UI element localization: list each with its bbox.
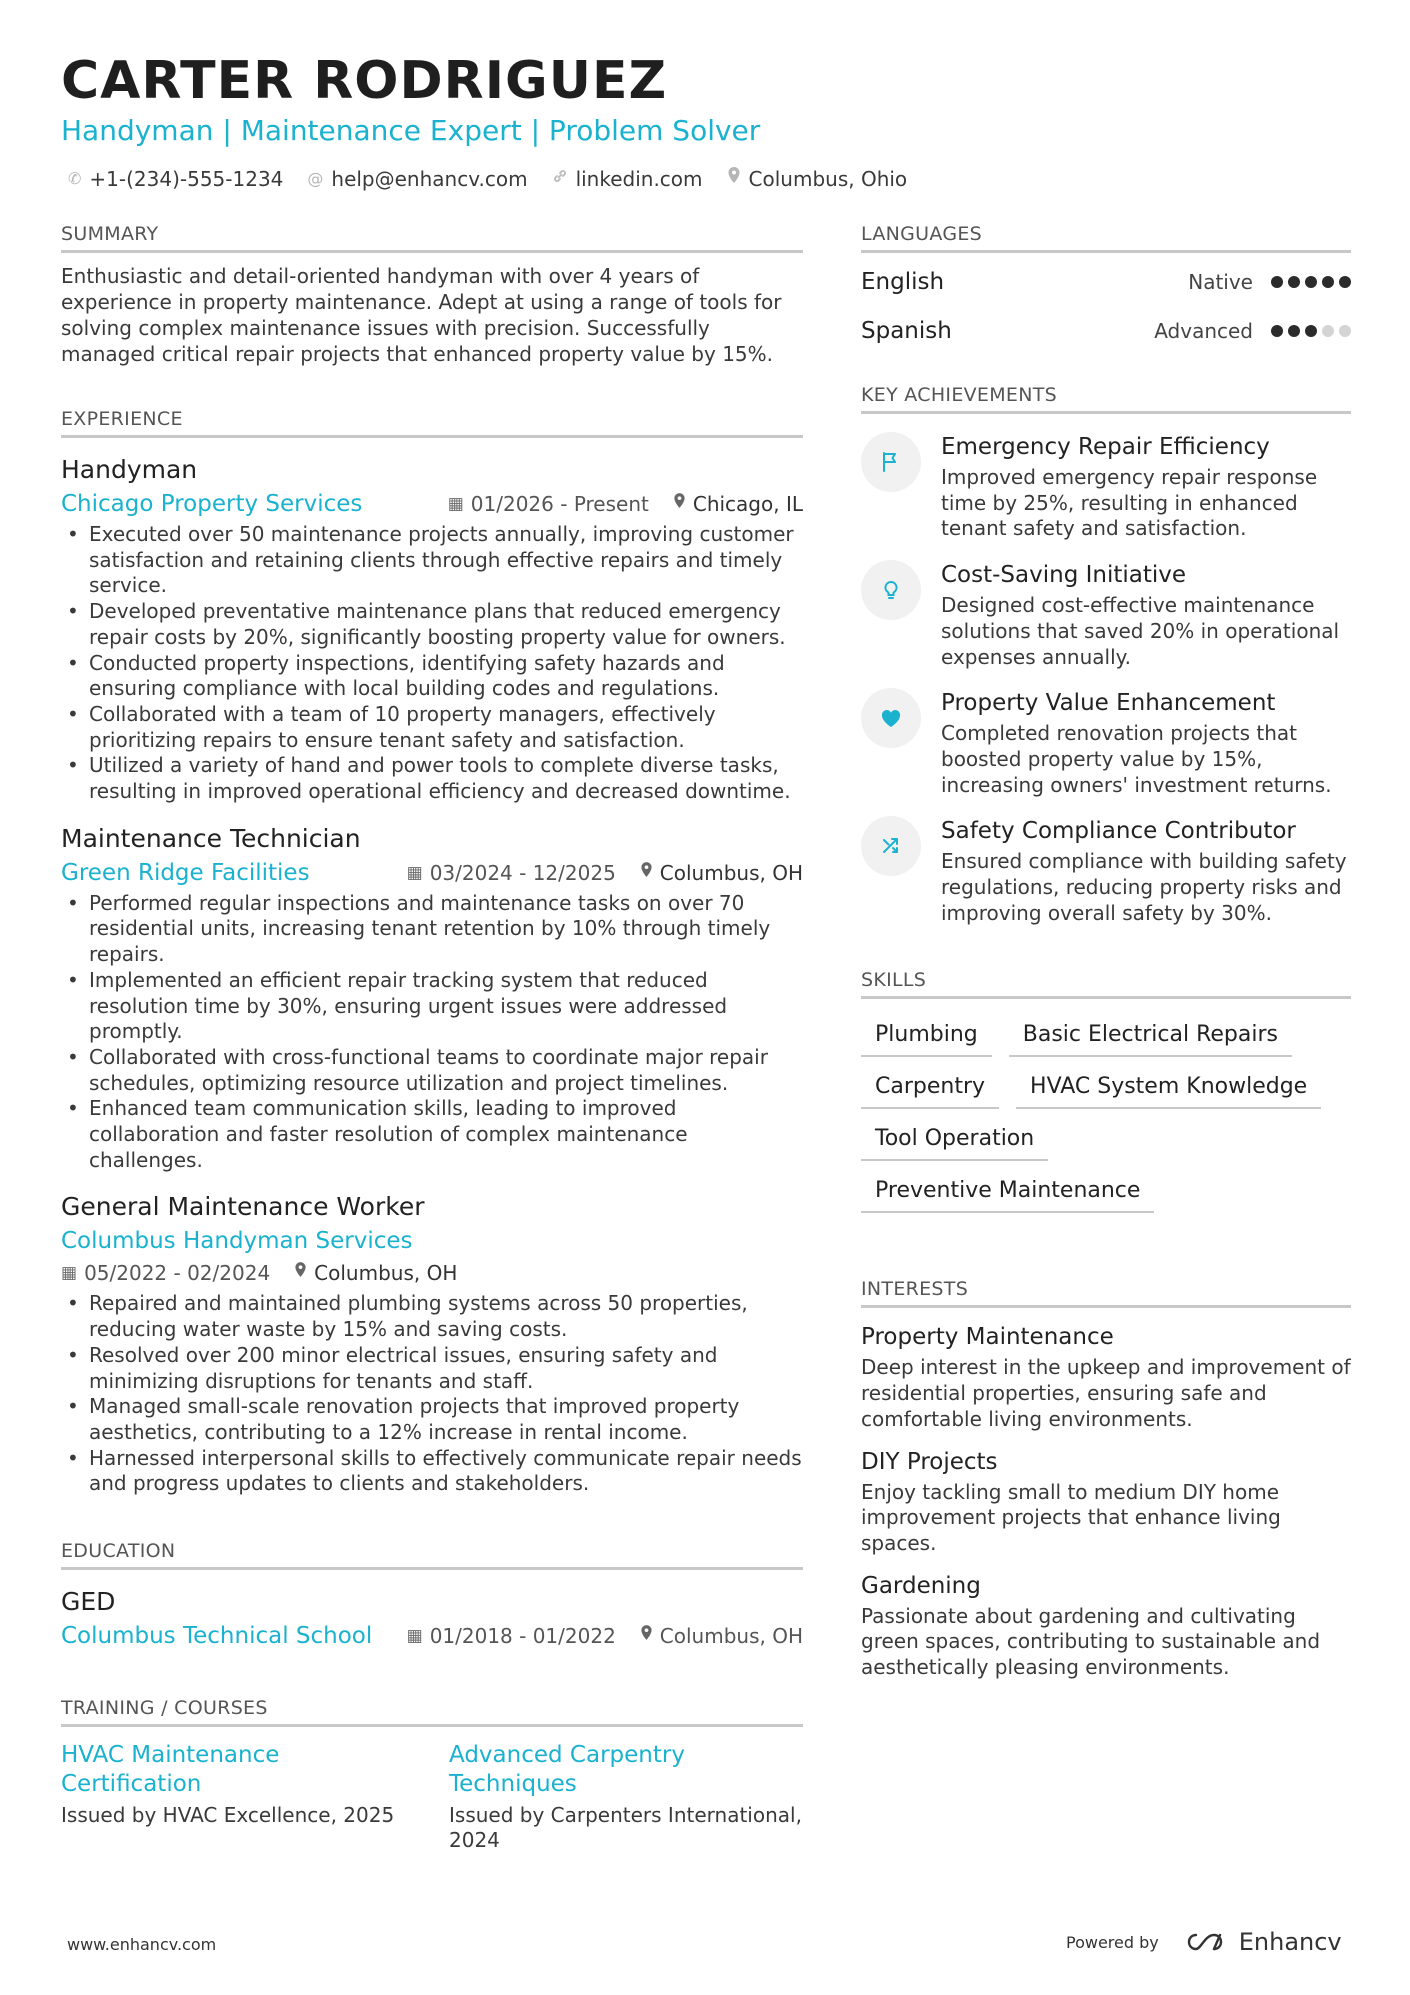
achievement-body (941, 688, 1351, 798)
footer-website[interactable]: www.enhancv.com (67, 1935, 217, 1954)
education-dates (407, 1620, 616, 1652)
rating-dot-empty (1322, 325, 1334, 337)
course-desc: Issued by HVAC Excellence, 2025 (61, 1803, 395, 1828)
rating-dot-filled (1271, 276, 1283, 288)
at-icon: @ (307, 169, 324, 188)
skills-section (861, 966, 1351, 1213)
skill-tag: Tool Operation (861, 1109, 1048, 1161)
job-dates-text: 01/2026 - Present (470, 492, 649, 516)
education-row (61, 1620, 803, 1652)
interests-section (861, 1275, 1351, 1680)
job-row (61, 488, 803, 520)
experience-heading: EXPERIENCE (61, 405, 803, 438)
link-icon (552, 164, 568, 194)
rating-dot-filled (1288, 276, 1300, 288)
bullet-item: • Managed small-scale renovation projects that improved property aesthetics, contributing to a 12% increase in rental income. (61, 1394, 803, 1445)
skill-tag: HVAC System Knowledge (1016, 1057, 1321, 1109)
calendar-icon: ▦ (406, 1626, 423, 1647)
company-name: Green Ridge Facilities (61, 859, 310, 886)
rating-dot-filled (1305, 276, 1317, 288)
footer-branding (1066, 1928, 1342, 1956)
location-pin-icon (673, 488, 686, 520)
job-location-text: Columbus, OH (659, 860, 803, 885)
education-meta (407, 1620, 803, 1652)
job-bullets (61, 1291, 803, 1497)
powered-by-text: Powered by (1066, 1932, 1159, 1952)
education-location-text: Columbus, OH (659, 1624, 803, 1649)
language-list (861, 257, 1351, 355)
contact-phone[interactable] (68, 164, 283, 194)
interest-item (861, 1447, 1351, 1557)
language-row (861, 257, 1351, 306)
location-pin-icon (727, 164, 741, 194)
job-location-text: Columbus, OH (314, 1261, 458, 1286)
language-rating (1271, 325, 1351, 337)
rating-dot-filled (1271, 325, 1283, 337)
job-title: Maintenance Technician (61, 823, 361, 853)
rating-dot-filled (1288, 325, 1300, 337)
calendar-icon: ▦ (406, 862, 423, 883)
phone-icon: ✆ (68, 169, 82, 188)
bullet-item: • Collaborated with cross-functional teams to coordinate major repair schedules, optimizing resource utilization and project timelines. (61, 1045, 803, 1096)
languages-heading: LANGUAGES (861, 220, 1351, 253)
course-title: HVAC Maintenance Certification (61, 1742, 280, 1798)
degree-title: GED (61, 1587, 116, 1617)
job-dates-text: 03/2024 - 12/2025 (429, 860, 616, 885)
course-list (61, 1741, 803, 1853)
job-meta (407, 857, 803, 889)
achievement-body (941, 816, 1351, 926)
shuffle-icon (861, 816, 921, 876)
school-name: Columbus Technical School (61, 1623, 373, 1650)
contact-bar (68, 164, 907, 194)
bullet-item: • Resolved over 200 minor electrical issues, ensuring safety and minimizing disruptions for tenants and staff. (61, 1343, 803, 1394)
interest-item (861, 1322, 1351, 1432)
job-dates-text: 05/2022 - 02/2024 (84, 1261, 271, 1286)
bullet-item: • Performed regular inspections and maintenance tasks on over 70 residential units, increasing tenant retention by 10% through timely repairs. (61, 891, 803, 968)
interest-item (861, 1571, 1351, 1681)
achievement-body (941, 432, 1351, 542)
achievement-desc: Ensured compliance with building safety regulations, reducing property risks and improving overall safety by 30%. (941, 849, 1347, 925)
interest-title: DIY Projects (861, 1448, 998, 1475)
job-dates (61, 1257, 270, 1289)
enhancv-logo[interactable] (1185, 1928, 1342, 1956)
calendar-icon: ▦ (61, 1263, 78, 1284)
job-meta (61, 1257, 803, 1289)
job-bullets (61, 522, 803, 805)
company-name: Columbus Handyman Services (61, 1228, 413, 1255)
language-row (861, 306, 1351, 355)
job-location (640, 857, 803, 889)
achievements-heading: KEY ACHIEVEMENTS (861, 381, 1351, 414)
contact-location (727, 164, 908, 194)
contact-linkedin[interactable] (552, 164, 703, 194)
language-level-text: Advanced (1154, 318, 1253, 343)
candidate-name: CARTER RODRIGUEZ (61, 51, 668, 111)
bullet-item: • Repaired and maintained plumbing systems across 50 properties, reducing water waste by 15% and saving costs. (61, 1291, 803, 1342)
rating-dot-filled (1339, 276, 1351, 288)
achievement-title: Emergency Repair Efficiency (941, 434, 1270, 460)
job-entry (61, 1189, 803, 1497)
job-dates (448, 488, 649, 520)
achievement-body (941, 560, 1351, 670)
job-dates (407, 857, 616, 889)
achievement-item (861, 816, 1351, 926)
language-level (1188, 270, 1351, 294)
bullet-item: • Executed over 50 maintenance projects annually, improving customer satisfaction and retaining clients through effective repairs and timely service. (61, 522, 803, 599)
location-pin-icon (294, 1257, 307, 1289)
experience-section (61, 405, 803, 1497)
rating-dot-filled (1305, 325, 1317, 337)
bullet-item: • Enhanced team communication skills, leading to improved collaboration and faster resolution of complex maintenance challenges. (61, 1096, 803, 1173)
skill-tag: Carpentry (861, 1057, 999, 1109)
flag-icon (861, 432, 921, 492)
interest-desc: Deep interest in the upkeep and improvement of residential properties, ensuring safe and comfortable living environments. (861, 1355, 1351, 1431)
achievements-section (861, 381, 1351, 926)
brand-name: Enhancv (1238, 1928, 1342, 1956)
left-column (61, 220, 803, 1853)
bullet-item: • Collaborated with a team of 10 property managers, effectively prioritizing repairs to ensure tenant safety and satisfaction. (61, 702, 803, 753)
email-text: help@enhancv.com (331, 167, 528, 191)
course-title: Advanced Carpentry Techniques (449, 1742, 685, 1798)
bullet-item: • Harnessed interpersonal skills to effectively communicate repair needs and progress updates to clients and stakeholders. (61, 1446, 803, 1497)
achievement-title: Safety Compliance Contributor (941, 818, 1296, 845)
language-name: English (861, 268, 945, 295)
bullet-item: • Implemented an efficient repair tracking system that reduced resolution time by 30%, ensuring urgent issues were addressed promptly. (61, 968, 803, 1045)
achievement-desc: Designed cost-effective maintenance solutions that saved 20% in operational expenses annually. (941, 593, 1340, 669)
skill-list (861, 1005, 1351, 1213)
rating-dot-filled (1322, 276, 1334, 288)
achievement-item (861, 688, 1351, 798)
location-pin-icon (640, 857, 653, 889)
language-name: Spanish (861, 317, 952, 344)
linkedin-text: linkedin.com (575, 167, 703, 191)
skills-heading: SKILLS (861, 966, 1351, 999)
course-desc: Issued by Carpenters International, 2024 (449, 1803, 802, 1853)
achievement-title: Cost-Saving Initiative (941, 562, 1187, 589)
job-entry (61, 452, 803, 805)
training-section (61, 1694, 803, 1853)
training-heading: TRAINING / COURSES (61, 1694, 803, 1727)
summary-section (61, 220, 803, 367)
bullet-item: • Developed preventative maintenance plans that reduced emergency repair costs by 20%, significantly boosting property value for owners. (61, 599, 803, 650)
lightbulb-icon (861, 560, 921, 620)
candidate-subtitle: Handyman | Maintenance Expert | Problem Solver (61, 114, 761, 147)
rating-dot-empty (1339, 325, 1351, 337)
interest-desc: Enjoy tackling small to medium DIY home improvement projects that enhance living spaces. (861, 1479, 1281, 1555)
interest-title: Gardening (861, 1572, 981, 1599)
language-level (1154, 319, 1351, 343)
education-section (61, 1537, 803, 1652)
summary-text: Enthusiastic and detail-oriented handyman with over 4 years of experience in property maintenance. Adept at using a range of tools for solving complex maintenance issues with precision. Successfully managed critical repair projects that enhanced property value by 15%. (61, 264, 782, 366)
achievement-item (861, 560, 1351, 670)
interests-heading: INTERESTS (861, 1275, 1351, 1308)
job-row (61, 857, 803, 889)
achievement-desc: Completed renovation projects that boosted property value by 15%, increasing owners' investment returns. (941, 721, 1332, 797)
job-location (673, 488, 803, 520)
job-title: General Maintenance Worker (61, 1192, 425, 1222)
infinity-logo-icon (1185, 1931, 1229, 1953)
achievement-item (861, 432, 1351, 542)
phone-text: +1-(234)-555-1234 (89, 167, 284, 191)
job-title: Handyman (61, 455, 198, 484)
languages-section (861, 220, 1351, 355)
skill-tag: Plumbing (861, 1005, 992, 1057)
education-heading: EDUCATION (61, 1537, 803, 1570)
contact-email[interactable] (307, 164, 527, 194)
skill-tag: Basic Electrical Repairs (1009, 1005, 1292, 1057)
summary-heading: SUMMARY (61, 220, 803, 253)
job-bullets (61, 891, 803, 1174)
interest-desc: Passionate about gardening and cultivating green spaces, contributing to sustainable and aesthetically pleasing environments. (861, 1603, 1321, 1680)
bullet-item: • Conducted property inspections, identifying safety hazards and ensuring compliance with local building codes and regulations. (61, 651, 803, 702)
interest-title: Property Maintenance (861, 1324, 1114, 1351)
job-location (294, 1257, 457, 1289)
job-entry (61, 821, 803, 1174)
skill-tag: Preventive Maintenance (861, 1161, 1154, 1213)
calendar-icon: ▦ (447, 494, 464, 514)
education-dates-text: 01/2018 - 01/2022 (429, 1624, 616, 1649)
location-pin-icon (640, 1620, 653, 1652)
language-rating (1271, 276, 1351, 288)
education-location (640, 1620, 803, 1652)
course-item (449, 1741, 803, 1853)
achievement-desc: Improved emergency repair response time by 25%, resulting in enhanced tenant safety and satisfaction. (941, 465, 1318, 541)
location-text: Columbus, Ohio (748, 167, 908, 191)
job-location-text: Chicago, IL (692, 492, 803, 516)
achievement-title: Property Value Enhancement (941, 690, 1276, 717)
language-level-text: Native (1188, 269, 1253, 294)
job-meta (448, 488, 803, 520)
heart-icon (861, 688, 921, 748)
job-row (61, 1225, 803, 1257)
company-name: Chicago Property Services (61, 491, 363, 517)
course-item (61, 1741, 415, 1853)
bullet-item: • Utilized a variety of hand and power tools to complete diverse tasks, resulting in improved operational efficiency and decreased downtime. (61, 753, 803, 804)
right-column (861, 220, 1351, 1681)
